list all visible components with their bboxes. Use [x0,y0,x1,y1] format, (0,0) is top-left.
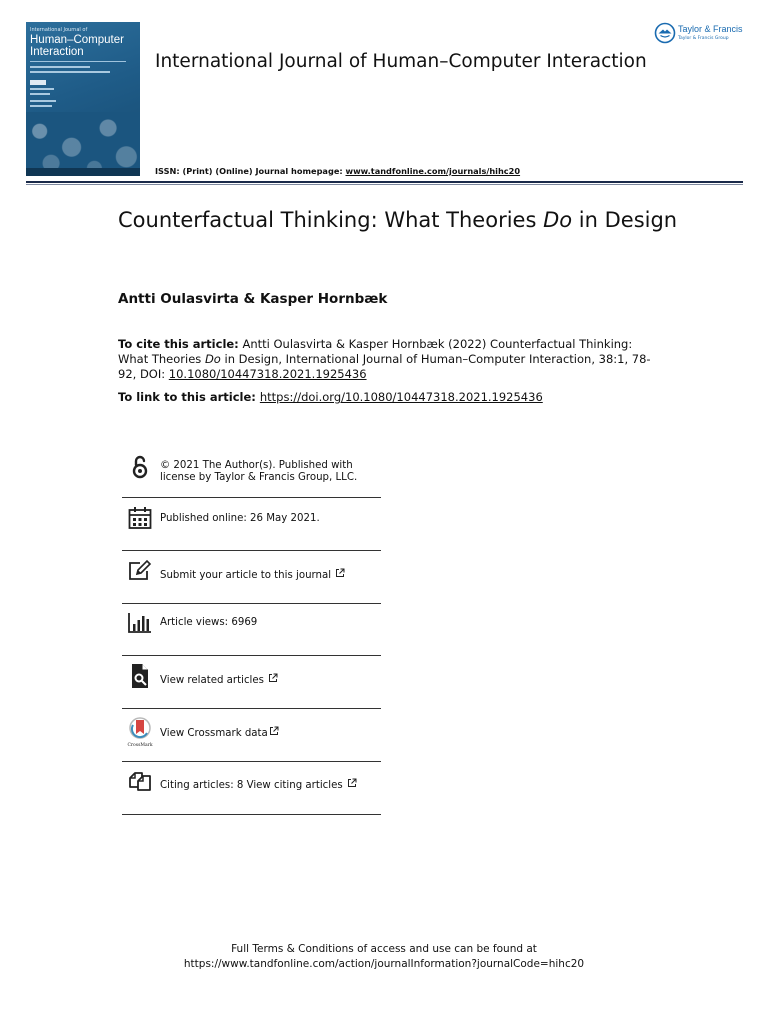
crossmark-link[interactable] [160,726,279,740]
publisher-name: Taylor & Francis [678,24,743,34]
issn-line [155,166,520,176]
license-row [122,452,381,492]
divider [122,708,381,709]
cover-decoration [30,80,46,85]
submit-text: Submit your article to this journal [160,570,332,581]
external-link-icon [347,778,357,788]
related-text: View related articles [160,675,264,686]
cover-artwork [26,112,140,176]
search-document-icon [127,663,153,689]
cover-decoration [30,71,110,73]
submit-link[interactable] [160,568,345,582]
cover-title: Human–Computer Interaction [30,34,124,58]
open-access-icon [127,454,153,480]
footer-line-1: Full Terms & Conditions of access and use can be found at [231,943,537,955]
citing-articles-icon [127,769,153,795]
header-rule-thin [26,184,743,185]
license-line-2: license by Taylor & Francis Group, LLC. [160,472,358,483]
article-doi-url[interactable]: https://doi.org/10.1080/10447318.2021.1925436 [259,390,543,404]
divider [122,761,381,762]
doi-link[interactable]: 10.1080/10447318.2021.1925436 [168,367,367,381]
citing-link[interactable] [160,778,357,792]
citation-block [118,337,658,382]
divider [122,550,381,551]
journal-homepage-link[interactable]: www.tandfonline.com/journals/hihc20 [345,166,521,176]
license-text [160,460,357,484]
crossmark-row[interactable] [122,716,381,748]
cover-small-title: International Journal of [30,27,88,33]
taylor-francis-icon [654,22,676,44]
cover-rule [30,61,126,62]
article-link-line [118,390,543,404]
cite-text-1: Antti Oulasvirta & Kasper Hornbæk (2022) Counterfactual Thinking: What Theories [118,337,633,366]
related-link[interactable] [160,673,278,687]
external-link-icon [269,726,279,736]
footer-terms-url[interactable]: https://www.tandfonline.com/action/journalInformation?journalCode=hihc20 [183,958,585,970]
divider [122,814,381,815]
terms-footer [0,942,768,972]
views-text: Article views: 6969 [160,617,258,628]
publisher-logo[interactable] [654,22,750,48]
license-line-1: © 2021 The Author(s). Published with [160,460,353,471]
crossmark-icon [126,716,154,748]
cite-label: To cite this article: [118,337,239,351]
header-rule [26,181,743,183]
edit-icon [127,558,153,584]
divider [122,497,381,498]
journal-cover [26,22,140,176]
crossmark-logo-text: CrossMark [127,743,153,748]
article-title-part2: in Design [572,208,678,232]
issn-text: ISSN: (Print) (Online) Journal homepage: [155,166,346,176]
cite-italic: Do [204,352,221,366]
cover-decoration [30,93,50,95]
external-link-icon [268,673,278,683]
external-link-icon [335,568,345,578]
published-text: Published online: 26 May 2021. [160,513,320,524]
cover-decoration [30,88,54,90]
divider [122,655,381,656]
submit-row[interactable] [122,558,381,588]
cite-text-2: in Design, International Journal of Human–Computer Interaction, 38:1, 78-92, DOI: [118,352,651,381]
cover-decoration [30,100,56,102]
crossmark-text: View Crossmark data [160,728,268,739]
cover-decoration [30,66,90,68]
article-title-part1: Counterfactual Thinking: What Theories [118,208,544,232]
divider [122,603,381,604]
related-row[interactable] [122,663,381,693]
published-row [122,505,381,535]
bar-chart-icon [127,610,153,636]
citing-row[interactable] [122,769,381,799]
cover-decoration [30,105,52,107]
article-authors: Antti Oulasvirta & Kasper Hornbæk [118,291,388,307]
journal-title[interactable]: International Journal of Human–Computer Interaction [155,51,647,72]
publisher-subname: Taylor & Francis Group [678,36,729,41]
link-label: To link to this article: [118,390,260,404]
article-title [118,206,678,234]
citing-text: Citing articles: 8 View citing articles [160,780,343,791]
calendar-icon [127,505,153,531]
cover-footer-band [26,168,140,176]
article-title-italic: Do [543,208,573,232]
views-row [122,610,381,640]
